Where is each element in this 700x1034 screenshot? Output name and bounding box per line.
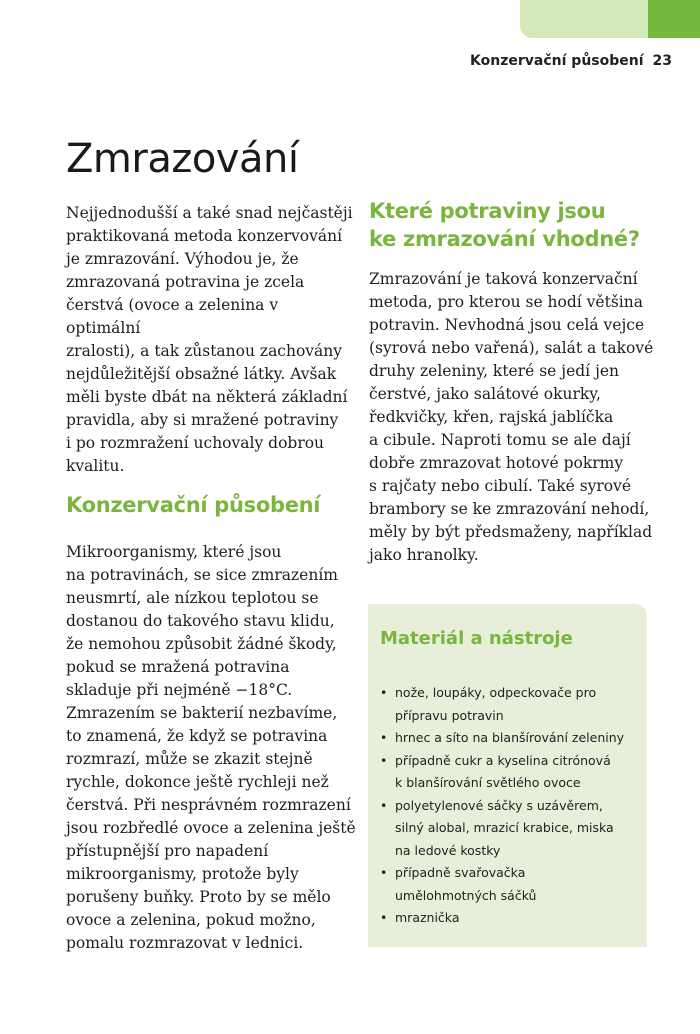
list-item-line: na ledové kostky: [395, 842, 501, 858]
intro-line: nejdůležitější obsažné látky. Avšak: [66, 365, 337, 383]
konzervacni-line: neusmrtí, ale nízkou teplotou se: [66, 589, 319, 607]
list-item-line: nože, loupáky, odpeckovače pro: [395, 685, 597, 700]
konzervacni-line: mikroorganismy, protože byly: [66, 865, 299, 883]
vhodne-line: jako hranolky.: [369, 546, 479, 564]
bullet-icon: •: [380, 685, 388, 700]
konzervacni-line: skladuje při nejméně −18°C.: [66, 681, 293, 699]
intro-line: měli byste dbát na některá základní: [66, 388, 348, 406]
page-title: Zmrazování: [66, 136, 299, 182]
list-item: [368, 862, 647, 907]
konzervacni-line: rozmrazí, může se zkazit stejně: [66, 750, 313, 768]
list-item: [368, 795, 647, 863]
heading-line: ke zmrazování vhodné?: [369, 227, 640, 251]
list-item-line: hrnec a síto na blanšírování zeleniny: [395, 730, 625, 745]
vhodne-line: brambory se ke zmrazování nehodí,: [369, 500, 650, 518]
konzervacni-line: že nemohou způsobit žádné škody,: [66, 635, 337, 653]
list-item-line: polyetylenové sáčky s uzávěrem,: [395, 797, 603, 813]
konzervacni-line: dostanou do takového stavu klidu,: [66, 612, 335, 630]
vhodne-line: dobře zmrazovat hotové pokrmy: [369, 454, 624, 472]
vhodne-line: potravin. Nevhodná jsou celá vejce: [369, 316, 645, 334]
intro-line: i po rozmražení uchovaly dobrou: [66, 434, 325, 452]
list-item-line: k blanšírování světlého ovoce: [395, 775, 581, 790]
konzervacni-line: rychle, dokonce ještě rychleji než: [66, 773, 329, 791]
list-item-line: přípravu potravin: [395, 707, 504, 723]
running-head-section: Konzervační působení: [470, 53, 644, 69]
vhodne-line: čerstvé, jako salátové okurky,: [369, 385, 601, 403]
list-item-line: umělohmotných sáčků: [395, 887, 537, 903]
list-item: [368, 727, 647, 750]
intro-line: kvalitu.: [66, 457, 125, 475]
intro-line: zmrazovaná potravina je zcela: [66, 273, 305, 291]
list-item-line: silný alobal, mrazicí krabice, miska: [395, 820, 614, 835]
list-item: [368, 682, 647, 727]
heading-line: Které potraviny jsou: [369, 199, 606, 223]
intro-line: je zmrazování. Výhodou je, že: [66, 250, 299, 268]
list-item: [368, 907, 647, 930]
materials-list: [368, 682, 647, 930]
list-item-line: případně svařovačka: [395, 865, 526, 880]
header-tab-light: [520, 0, 648, 38]
konzervacni-line: čerstvá. Při nesprávném rozmrazení: [66, 796, 351, 814]
bullet-icon: •: [380, 752, 388, 768]
konzervacni-line: pomalu rozmrazovat v lednici.: [66, 934, 304, 952]
list-item: [368, 750, 647, 795]
vhodne-line: (syrová nebo vařená), salát a takové: [369, 339, 654, 357]
materials-box: [368, 604, 647, 947]
bullet-icon: •: [380, 910, 388, 925]
intro-line: praktikovaná metoda konzervování: [66, 227, 343, 245]
konzervacni-line: to znamená, že když se potravina: [66, 727, 328, 745]
konzervacni-line: pokud se mražená potravina: [66, 658, 290, 676]
intro-line: čerstvá (ovoce a zelenina v optimální: [66, 296, 279, 337]
vhodne-line: metoda, pro kterou se hodí většina: [369, 293, 643, 311]
vhodne-line: ředkvičky, křen, rajská jablíčka: [369, 408, 614, 426]
materials-title: Materiál a nástroje: [380, 628, 573, 649]
konzervacni-line: porušeny buňky. Proto by se mělo: [66, 888, 331, 906]
konzervacni-line: Mikroorganismy, které jsou: [66, 543, 282, 561]
vhodne-line: s rajčaty nebo cibulí. Také syrové: [369, 477, 632, 495]
bullet-icon: •: [380, 865, 388, 880]
list-item-line: případně cukr a kyselina citrónová: [395, 752, 611, 768]
running-head: [470, 53, 672, 69]
list-item-line: mraznička: [395, 910, 460, 925]
intro-line: zralosti), a tak zůstanou zachovány: [66, 342, 343, 360]
konzervacni-line: jsou rozbředlé ovoce a zelenina ještě: [66, 819, 356, 837]
vhodne-potraviny-paragraph: [369, 268, 659, 567]
page-number: 23: [652, 53, 672, 69]
section-heading-vhodne-potraviny: [369, 197, 669, 253]
header-tab-dark: [648, 0, 700, 38]
intro-paragraph: [66, 202, 356, 478]
konzervacni-line: Zmrazením se bakterií nezbavíme,: [66, 704, 338, 722]
intro-line: pravidla, aby si mražené potraviny: [66, 411, 339, 429]
bullet-icon: •: [380, 730, 388, 745]
konzervacni-line: na potravinách, se sice zmrazením: [66, 566, 338, 584]
intro-line: Nejjednodušší a také snad nejčastěji: [66, 204, 353, 222]
konzervacni-line: přístupnější pro napadení: [66, 842, 269, 860]
vhodne-line: Zmrazování je taková konzervační: [369, 270, 638, 288]
vhodne-line: a cibule. Naproti tomu se ale dají: [369, 431, 631, 449]
bullet-icon: •: [380, 797, 388, 813]
konzervacni-line: ovoce a zelenina, pokud možno,: [66, 911, 316, 929]
vhodne-line: druhy zeleniny, které se jedí jen: [369, 362, 620, 380]
konzervacni-paragraph: [66, 541, 356, 955]
section-heading-konzervacni: Konzervační působení: [66, 493, 321, 517]
vhodne-line: měly by být předsmaženy, například: [369, 523, 653, 541]
